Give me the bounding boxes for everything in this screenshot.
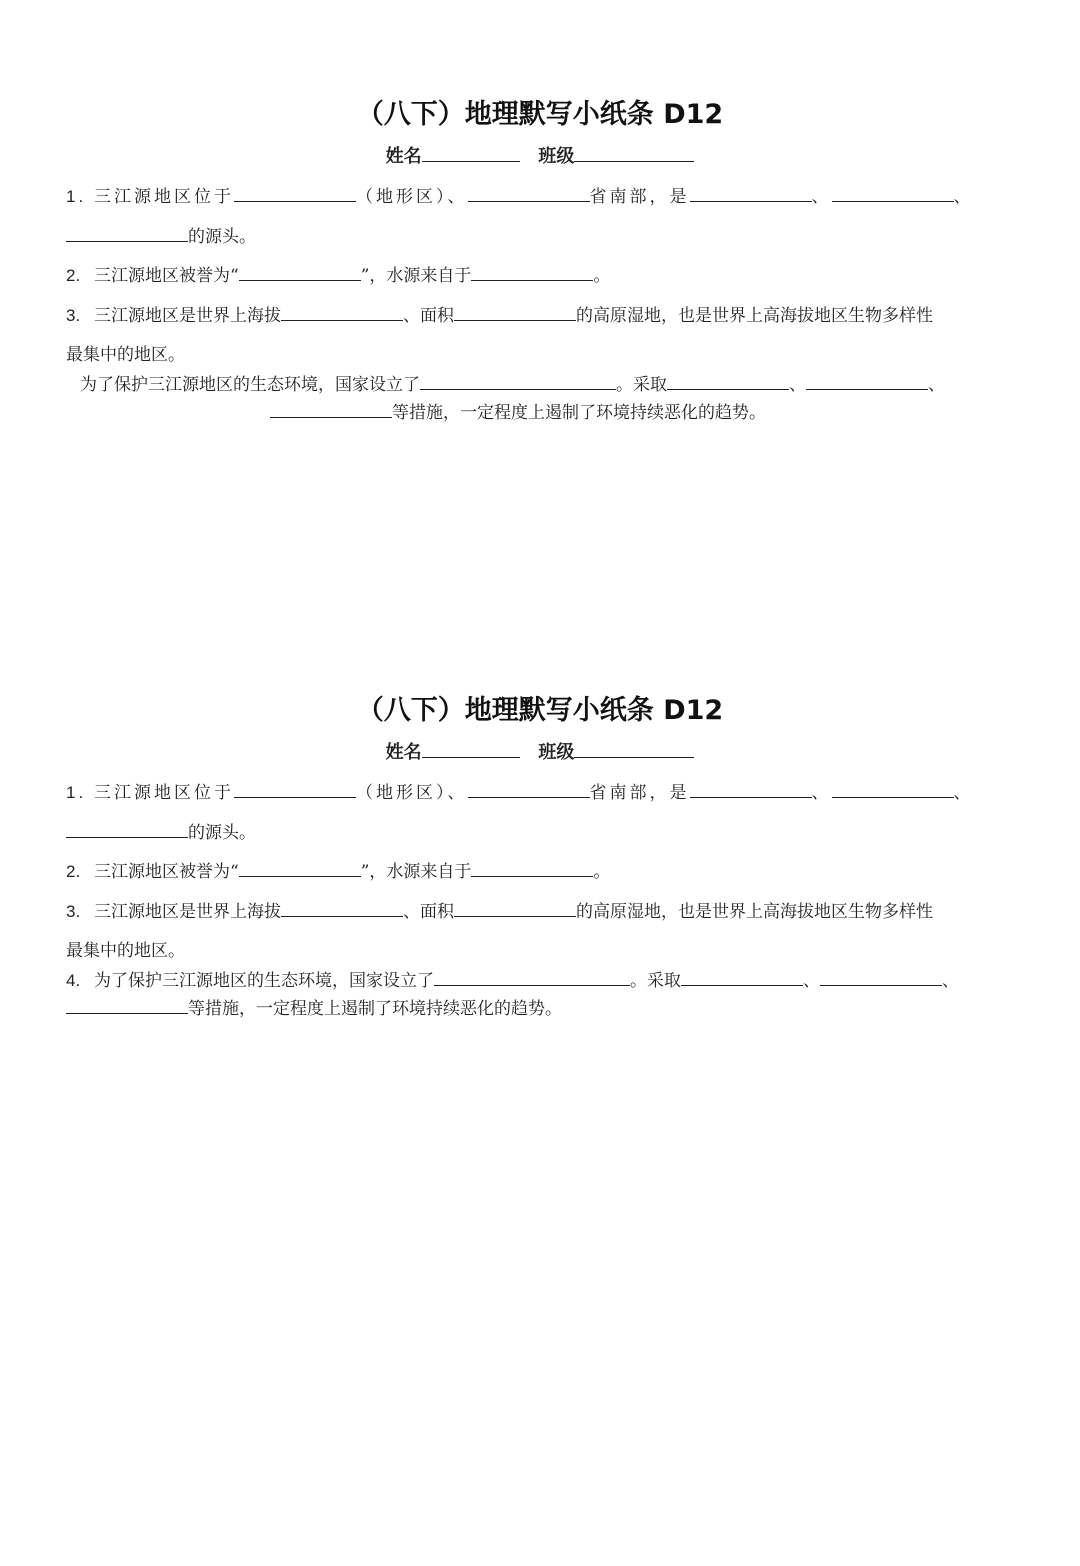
sheet-title: （八下）地理默写小纸条 D12 — [356, 695, 724, 726]
question-line — [66, 263, 610, 288]
question-text: 三江源地区位于 — [94, 783, 234, 803]
question-text: （地形区）、 — [356, 187, 468, 207]
name-label: 姓名 — [385, 146, 422, 167]
question-text: 、面积 — [403, 902, 454, 922]
question-number: 3. — [66, 902, 81, 921]
fill-blank[interactable] — [234, 780, 356, 798]
fill-blank[interactable] — [681, 968, 803, 986]
fill-blank[interactable] — [66, 820, 188, 838]
fill-blank[interactable] — [454, 303, 576, 321]
fill-blank[interactable] — [234, 184, 356, 202]
question-text: 最集中的地区。 — [66, 941, 185, 961]
question-text: 、 — [942, 971, 959, 991]
question-line — [66, 820, 256, 845]
question-text: 、 — [789, 375, 806, 395]
question-text: （地形区）、 — [356, 783, 468, 803]
fill-blank[interactable] — [806, 372, 928, 390]
class-blank[interactable] — [574, 144, 694, 162]
question-text: 省南部，是 — [589, 783, 690, 803]
fill-blank[interactable] — [468, 780, 590, 798]
fill-blank[interactable] — [690, 780, 812, 798]
question-text: 的高原湿地，也是世界上高海拔地区生物多样性 — [576, 306, 933, 326]
question-text: 。 — [593, 862, 611, 882]
name-blank[interactable] — [422, 144, 520, 162]
question-text: 、 — [953, 783, 974, 803]
question-line — [66, 184, 974, 209]
question-line — [66, 303, 933, 328]
question-text: ”，水源来自于 — [360, 862, 472, 882]
question-text: ”，水源来自于 — [360, 266, 472, 286]
name-label: 姓名 — [385, 742, 422, 763]
question-line — [66, 780, 974, 805]
question-text: 的源头。 — [188, 227, 256, 247]
question-text: 、面积 — [403, 306, 454, 326]
fill-blank[interactable] — [454, 899, 576, 917]
question-text: 、 — [811, 783, 832, 803]
question-text: 三江源地区是世界上海拔 — [94, 902, 281, 922]
question-text: 的高原湿地，也是世界上高海拔地区生物多样性 — [576, 902, 933, 922]
question-number: 4. — [66, 971, 81, 990]
question-text: 三江源地区被誉为“ — [94, 862, 239, 882]
fill-blank[interactable] — [420, 372, 616, 390]
question-text: 。采取 — [616, 375, 667, 395]
question-line — [80, 372, 945, 397]
question-text: 为了保护三江源地区的生态环境，国家设立了 — [80, 375, 420, 395]
fill-blank[interactable] — [66, 224, 188, 242]
question-text: 、 — [803, 971, 820, 991]
name-blank[interactable] — [422, 740, 520, 758]
question-line — [66, 224, 256, 249]
question-text: 等措施，一定程度上遏制了环境持续恶化的趋势。 — [392, 403, 766, 423]
fill-blank[interactable] — [690, 184, 812, 202]
question-text: 省南部，是 — [589, 187, 690, 207]
question-text: 、 — [928, 375, 945, 395]
class-label: 班级 — [538, 742, 575, 763]
question-text: 、 — [953, 187, 974, 207]
question-line — [66, 859, 610, 884]
fill-blank[interactable] — [832, 184, 954, 202]
class-blank[interactable] — [574, 740, 694, 758]
question-line — [66, 343, 185, 367]
question-number: 2. — [66, 266, 81, 285]
question-number: 2. — [66, 862, 81, 881]
fill-blank[interactable] — [239, 263, 361, 281]
fill-blank[interactable] — [667, 372, 789, 390]
question-number: 1. — [66, 783, 87, 802]
fill-blank[interactable] — [239, 859, 361, 877]
question-line — [66, 968, 959, 993]
fill-blank[interactable] — [66, 996, 188, 1014]
fill-blank[interactable] — [270, 400, 392, 418]
question-line — [270, 400, 766, 425]
question-text: 。采取 — [630, 971, 681, 991]
question-line — [66, 996, 562, 1021]
worksheet-1 — [0, 0, 1080, 596]
question-text: 三江源地区被誉为“ — [94, 266, 239, 286]
question-text: 为了保护三江源地区的生态环境，国家设立了 — [94, 971, 434, 991]
fill-blank[interactable] — [281, 899, 403, 917]
question-text: 三江源地区是世界上海拔 — [94, 306, 281, 326]
class-label: 班级 — [538, 146, 575, 167]
fill-blank[interactable] — [820, 968, 942, 986]
question-text: 三江源地区位于 — [94, 187, 234, 207]
question-line — [66, 939, 185, 963]
question-text: 的源头。 — [188, 823, 256, 843]
question-line — [66, 899, 933, 924]
name-class-row — [0, 142, 1080, 168]
fill-blank[interactable] — [832, 780, 954, 798]
sheet-title: （八下）地理默写小纸条 D12 — [356, 99, 724, 130]
question-text: 最集中的地区。 — [66, 345, 185, 365]
fill-blank[interactable] — [468, 184, 590, 202]
question-text: 。 — [593, 266, 611, 286]
worksheet-2 — [0, 596, 1080, 1192]
name-class-row — [0, 738, 1080, 764]
question-text: 等措施，一定程度上遏制了环境持续恶化的趋势。 — [188, 999, 562, 1019]
question-text: 、 — [811, 187, 832, 207]
question-number: 3. — [66, 306, 81, 325]
fill-blank[interactable] — [471, 263, 593, 281]
fill-blank[interactable] — [434, 968, 630, 986]
fill-blank[interactable] — [471, 859, 593, 877]
question-number: 1. — [66, 187, 87, 206]
fill-blank[interactable] — [281, 303, 403, 321]
